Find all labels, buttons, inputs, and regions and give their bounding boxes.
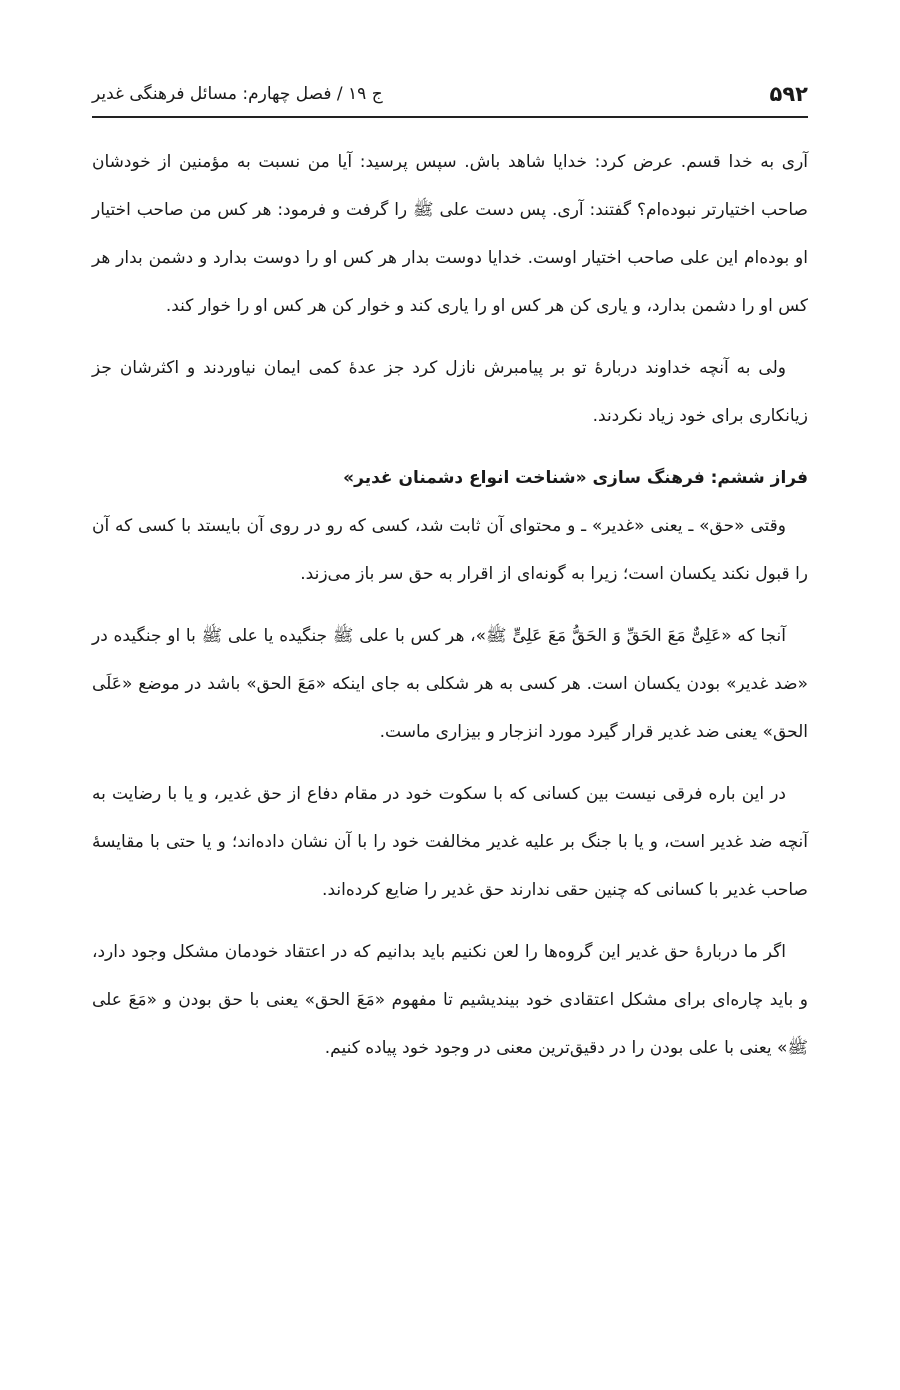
page-number: ۵۹۲ [769, 82, 808, 106]
paragraph-6: اگر ما دربارهٔ حق غدیر این گروه‌ها را لعن نکنیم باید بدانیم که در اعتقاد خودمان مشکل وجود دارد، و باید چاره‌ای برای مشکل اعتقادی خود بیندیشیم تا مفهوم «مَعَ الحق» یعنی با حق بودن و «مَعَ علی ﷺ» یعنی با علی بودن را در دقیق‌ترین معنی در وجود خود پیاده کنیم. [92, 942, 808, 1058]
paragraph-5: در این باره فرقی نیست بین کسانی که با سکوت خود در مقام دفاع از حق غدیر، و یا با رضایت به آنچه ضد غدیر است، و یا با جنگ بر علیه غدیر مخالفت خود را با آن نشان داده‌اند؛ و یا حتی با مقایسهٔ صاحب غدیر با کسانی که چنین حقی ندارند حق غدیر را ضایع کرده‌اند. [92, 784, 808, 900]
paragraph-2: ولی به آنچه خداوند دربارهٔ تو بر پیامبرش نازل کرد جز عدهٔ کمی ایمان نیاوردند و اکثرشان جز زیانکاری برای خود زیاد نکردند. [92, 358, 808, 426]
paragraph-3: وقتی «حق» ـ یعنی «غدیر» ـ و محتوای آن ثابت شد، کسی که رو در روی آن بایستد با کسی که آن را قبول نکند یکسان است؛ زیرا به گونه‌ای از اقرار به حق سر باز می‌زند. [92, 516, 808, 584]
section-title: فراز ششم: فرهنگ سازی «شناخت انواع دشمنان غدیر» [343, 468, 808, 488]
paragraph-4: آنجا که «عَلِیٌّ مَعَ الحَقِّ وَ الحَقُّ مَعَ عَلِیٍّ ﷺ»، هر کس با علی ﷺ جنگیده یا علی ﷺ با او جنگیده در «ضد غدیر» بودن یکسان است. هر کسی به هر شکلی به جای اینکه «مَعَ الحق» باشد در موضع «عَلَی الحق» یعنی ضد غدیر قرار گیرد مورد انزجار و بیزاری ماست. [92, 626, 808, 742]
running-head: ج ۱۹ / فصل چهارم: مسائل فرهنگی غدیر [92, 84, 383, 104]
paragraph-1: آری به خدا قسم. عرض کرد: خدایا شاهد باش. سپس پرسید: آیا من نسبت به مؤمنین از خودشان صاحب اختیارتر نبوده‌ام؟ گفتند: آری. پس دست علی ﷺ را گرفت و فرمود: هر کس من صاحب اختیار او بوده‌ام این علی صاحب اختیار اوست. خدایا دوست بدار هر کس او را دوست بدارد و دشمن بدار هر کس او را دشمن بدارد، و یاری کن هر کس او را یاری کند و خوار کن هر کس او را خوار کند. [92, 152, 808, 316]
page-header [92, 72, 808, 118]
page-body [92, 138, 808, 1086]
